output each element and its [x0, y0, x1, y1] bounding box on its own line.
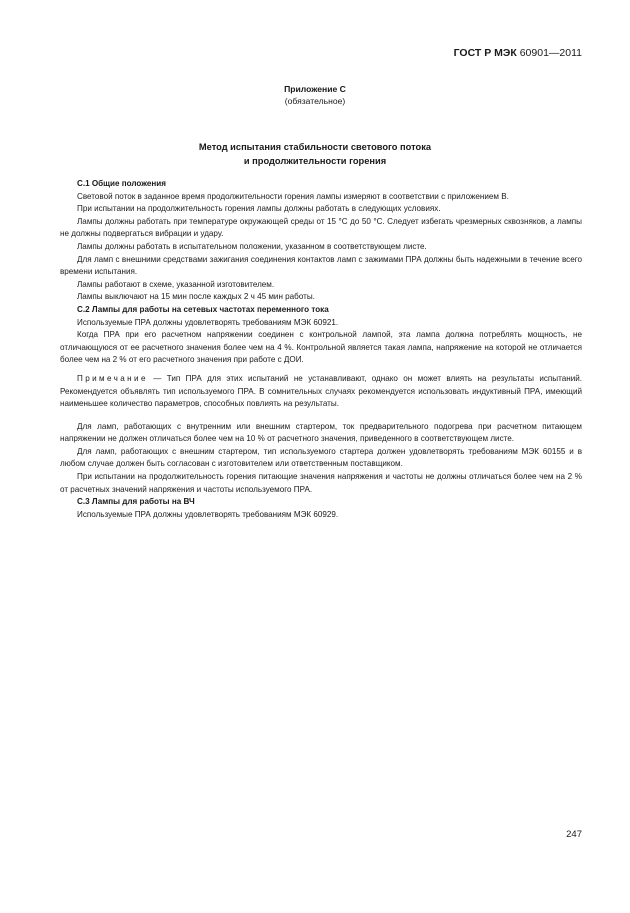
heading-c3: С.3 Лампы для работы на ВЧ: [77, 497, 195, 507]
annex-status: (обязательное): [284, 96, 346, 106]
standard-header: [454, 47, 582, 59]
annex-title: Приложение С: [284, 84, 346, 94]
page-number: 247: [566, 829, 582, 840]
note: [60, 373, 582, 411]
paragraph: Используемые ПРА должны удовлетворять требованиям МЭК 60929.: [77, 509, 339, 519]
paragraph: Когда ПРА при его расчетном напряжении соединен с контрольной лампой, эта лампа должна потреблять мощность, не отличающуюся от ее расчетного значения более чем на 4 %. Контрольной является такая лампа, напряжение на которой не отличается более чем на 2 % от его расчетного значения при работе с ДОИ.: [60, 330, 582, 365]
paragraph: Для ламп с внешними средствами зажигания соединения контактов ламп с зажимами ПРА должны быть надежными в течение всего времени испытания.: [60, 254, 582, 277]
paragraph: Используемые ПРА должны удовлетворять требованиям МЭК 60921.: [77, 317, 339, 327]
paragraph: При испытании на продолжительность горения лампы должны работать в следующих условиях.: [77, 204, 441, 214]
paragraph: Лампы работают в схеме, указанной изготовителем.: [77, 279, 275, 289]
annex-heading: [0, 83, 630, 107]
standard-code: ГОСТ Р МЭК: [453, 47, 517, 59]
paragraph: Лампы должны работать в испытательном положении, указанном в соответствующем листе.: [77, 241, 427, 251]
paragraph: Для ламп, работающих с внешним стартером, тип используемого стартера должен удовлетворять требованиям МЭК 60155 и в любом случае должен быть согласован с изготовителем или ответственным поставщиком.: [60, 446, 582, 469]
section-title: [0, 140, 630, 168]
document-body: [60, 178, 582, 521]
standard-number: 60901—2011: [519, 47, 582, 59]
section-title-line2: и продолжительности горения: [243, 156, 387, 166]
paragraph: Лампы должны работать при температуре окружающей среды от 15 °С до 50 °С. Следует избегать чрезмерных сквозняков, а лампы не должны подвергаться вибрации и удару.: [60, 216, 582, 239]
heading-c2: С.2 Лампы для работы на сетевых частотах переменного тока: [77, 304, 329, 314]
heading-c1: С.1 Общие положения: [77, 179, 166, 188]
paragraph: Световой поток в заданное время продолжительности горения лампы измеряют в соответствии с приложением В.: [77, 191, 509, 201]
section-title-line1: Метод испытания стабильности светового потока: [198, 142, 432, 152]
paragraph: При испытании на продолжительность горения питающие значения напряжения и частоты не должны отличаться более чем на 2 % от расчетных значений напряжения и частоты используемого ПРА.: [60, 472, 582, 494]
paragraph: Для ламп, работающих с внутренним или внешним стартером, ток предварительного подогрева при расчетном питающем напряжении не должен отличаться более чем на 10 % от расчетного значения, приведенного в соответствующем листе.: [60, 421, 582, 444]
note-text: — Тип ПРА для этих испытаний не устанавливают, однако он может влиять на результаты испытаний. Рекомендуется объявлять тип используемого ПРА. В сомнительных случаях рекомендуется использовать индуктивный ПРА, имеющий наименьшее количество параметров, способных повлиять на результаты.: [60, 373, 582, 409]
paragraph: Лампы выключают на 15 мин после каждых 2 ч 45 мин работы.: [77, 292, 315, 302]
note-label: Примечание: [77, 373, 148, 383]
